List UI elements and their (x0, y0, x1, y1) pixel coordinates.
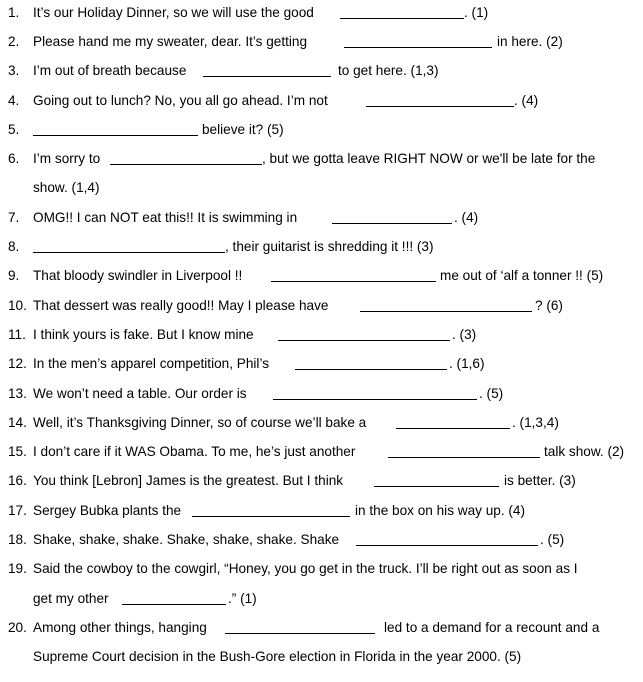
answer-blank[interactable] (271, 281, 436, 282)
answer-blank[interactable] (374, 486, 499, 487)
answer-blank[interactable] (192, 516, 350, 517)
item-text: is better. (3) (504, 473, 576, 488)
item-text: in here. (2) (497, 34, 563, 49)
item-text: . (5) (479, 386, 504, 401)
item-number: 19. (8, 561, 27, 576)
item-number: 8. (8, 239, 20, 254)
item-text: . (1,6) (449, 356, 485, 371)
item-text: It’s our Holiday Dinner, so we will use the good (33, 5, 314, 20)
answer-blank[interactable] (278, 340, 450, 341)
answer-blank[interactable] (366, 106, 514, 107)
answer-blank[interactable] (225, 633, 375, 634)
answer-blank[interactable] (360, 311, 532, 312)
item-number: 11. (8, 327, 26, 342)
answer-blank[interactable] (356, 545, 538, 546)
item-text: Going out to lunch? No, you all go ahead. I’m not (33, 93, 328, 108)
item-text: Please hand me my sweater, dear. It’s getting (33, 34, 308, 49)
item-text: We won’t need a table. Our order is (33, 386, 247, 401)
answer-blank[interactable] (33, 252, 225, 253)
item-number: 10. (8, 298, 27, 313)
answer-blank[interactable] (332, 223, 452, 224)
item-text: Sergey Bubka plants the (33, 503, 182, 518)
item-text: show. (1,4) (33, 180, 100, 195)
item-text: Supreme Court decision in the Bush-Gore election in Florida in the year 2000. (5) (33, 649, 522, 664)
answer-blank[interactable] (122, 604, 226, 605)
answer-blank[interactable] (396, 428, 510, 429)
item-number: 7. (8, 210, 20, 225)
item-number: 1. (8, 5, 20, 20)
answer-blank[interactable] (273, 399, 477, 400)
item-number: 4. (8, 93, 20, 108)
item-number: 6. (8, 151, 20, 166)
item-text: . (1,3,4) (512, 415, 559, 430)
item-number: 14. (8, 415, 27, 430)
item-text: Among other things, hanging (33, 620, 207, 635)
item-text: . (4) (454, 210, 479, 225)
item-number: 17. (8, 503, 27, 518)
item-number: 2. (8, 34, 20, 49)
item-number: 20. (8, 620, 27, 635)
item-text: That bloody swindler in Liverpool !! (33, 268, 243, 283)
item-number: 5. (8, 122, 20, 137)
item-text: believe it? (5) (202, 122, 284, 137)
item-text: in the box on his way up. (4) (355, 503, 526, 518)
item-number: 3. (8, 63, 20, 78)
answer-blank[interactable] (33, 135, 198, 136)
item-text: . (4) (514, 93, 539, 108)
item-text: , their guitarist is shredding it !!! (3) (225, 239, 434, 254)
item-text: me out of ‘alf a tonner !! (5) (440, 268, 604, 283)
item-text: OMG!! I can NOT eat this!! It is swimming in (33, 210, 298, 225)
item-number: 15. (8, 444, 27, 459)
item-text: Well, it’s Thanksgiving Dinner, so of course we’ll bake a (33, 415, 367, 430)
item-text: .” (1) (228, 591, 257, 606)
item-text: In the men’s apparel competition, Phil’s (33, 356, 270, 371)
item-text: . (3) (452, 327, 477, 342)
item-text: You think [Lebron] James is the greatest. But I think (33, 473, 344, 488)
item-number: 13. (8, 386, 27, 401)
item-text: I think yours is fake. But I know mine (33, 327, 254, 342)
item-text: to get here. (1,3) (338, 63, 439, 78)
item-text: That dessert was really good!! May I please have (33, 298, 329, 313)
item-text: . (5) (540, 532, 565, 547)
item-number: 12. (8, 356, 27, 371)
item-text: get my other (33, 591, 109, 606)
answer-blank[interactable] (344, 47, 492, 48)
item-text: I don’t care if it WAS Obama. To me, he’s just another (33, 444, 356, 459)
item-text: Said the cowboy to the cowgirl, “Honey, you go get in the truck. I’ll be right out as soon as I (33, 561, 578, 576)
item-number: 16. (8, 473, 27, 488)
item-text: I’m sorry to (33, 151, 101, 166)
item-text: led to a demand for a recount and a (384, 620, 600, 635)
answer-blank[interactable] (295, 369, 447, 370)
item-number: 18. (8, 532, 27, 547)
answer-blank[interactable] (203, 76, 331, 77)
answer-blank[interactable] (388, 457, 540, 458)
answer-blank[interactable] (110, 164, 262, 165)
item-text: . (1) (464, 5, 489, 20)
item-text: Shake, shake, shake. Shake, shake, shake. Shake (33, 532, 340, 547)
item-number: 9. (8, 268, 20, 283)
answer-blank[interactable] (340, 18, 464, 19)
item-text: , but we gotta leave RIGHT NOW or we'll be late for the (262, 151, 596, 166)
item-text: I’m out of breath because (33, 63, 187, 78)
item-text: ? (6) (535, 298, 563, 313)
item-text: talk show. (2) (544, 444, 625, 459)
